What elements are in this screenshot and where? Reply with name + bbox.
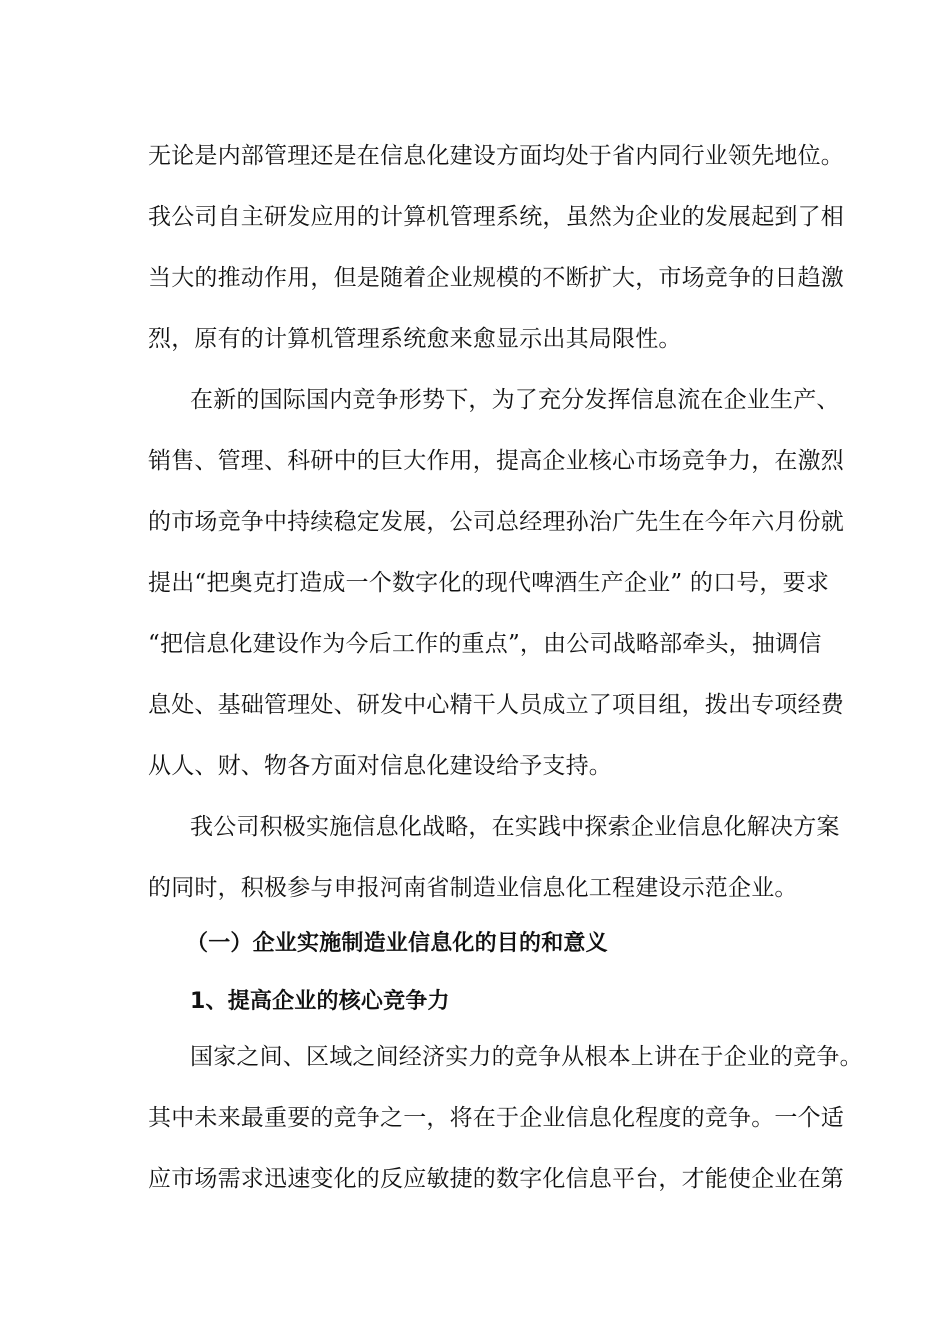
paragraph-line: 无论是内部管理还是在信息化建设方面均处于省内同行业领先地位。 [148, 143, 844, 169]
paragraph-line: 应市场需求迅速变化的反应敏捷的数字化信息平台，才能使企业在第 [148, 1166, 844, 1192]
paragraph-line: 当大的推动作用，但是随着企业规模的不断扩大，市场竞争的日趋激 [148, 265, 844, 291]
paragraph-line: 提出“把奥克打造成一个数字化的现代啤酒生产企业” 的口号，要求 [148, 570, 830, 596]
paragraph-line: 烈，原有的计算机管理系统愈来愈显示出其局限性。 [148, 326, 682, 352]
paragraph-line: 的同时，积极参与申报河南省制造业信息化工程建设示范企业。 [148, 875, 798, 901]
paragraph-line: 我公司积极实施信息化战略，在实践中探索企业信息化解决方案 [190, 814, 840, 840]
paragraph-line: 我公司自主研发应用的计算机管理系统，虽然为企业的发展起到了相 [148, 204, 844, 230]
paragraph-line: 的市场竞争中持续稳定发展，公司总经理孙治广先生在今年六月份就 [148, 509, 844, 535]
paragraph-line: 从人、财、物各方面对信息化建设给予支持。 [148, 753, 612, 779]
paragraph-line: 国家之间、区域之间经济实力的竞争从根本上讲在于企业的竞争。 [190, 1044, 863, 1070]
paragraph-line: 在新的国际国内竞争形势下，为了充分发挥信息流在企业生产、 [190, 387, 840, 413]
paragraph-line: 其中未来最重要的竞争之一，将在于企业信息化程度的竞争。一个适 [148, 1105, 844, 1131]
paragraph-line: 销售、管理、科研中的巨大作用，提高企业核心市场竞争力，在激烈 [148, 448, 844, 474]
paragraph-line: “把信息化建设作为今后工作的重点”，由公司战略部牵头，抽调信 [148, 631, 822, 657]
section-heading: （一）企业实施制造业信息化的目的和意义 [186, 931, 608, 956]
paragraph-line: 息处、基础管理处、研发中心精干人员成立了项目组，拨出专项经费 [148, 692, 844, 718]
subsection-heading: 1、提高企业的核心竞争力 [190, 989, 450, 1014]
